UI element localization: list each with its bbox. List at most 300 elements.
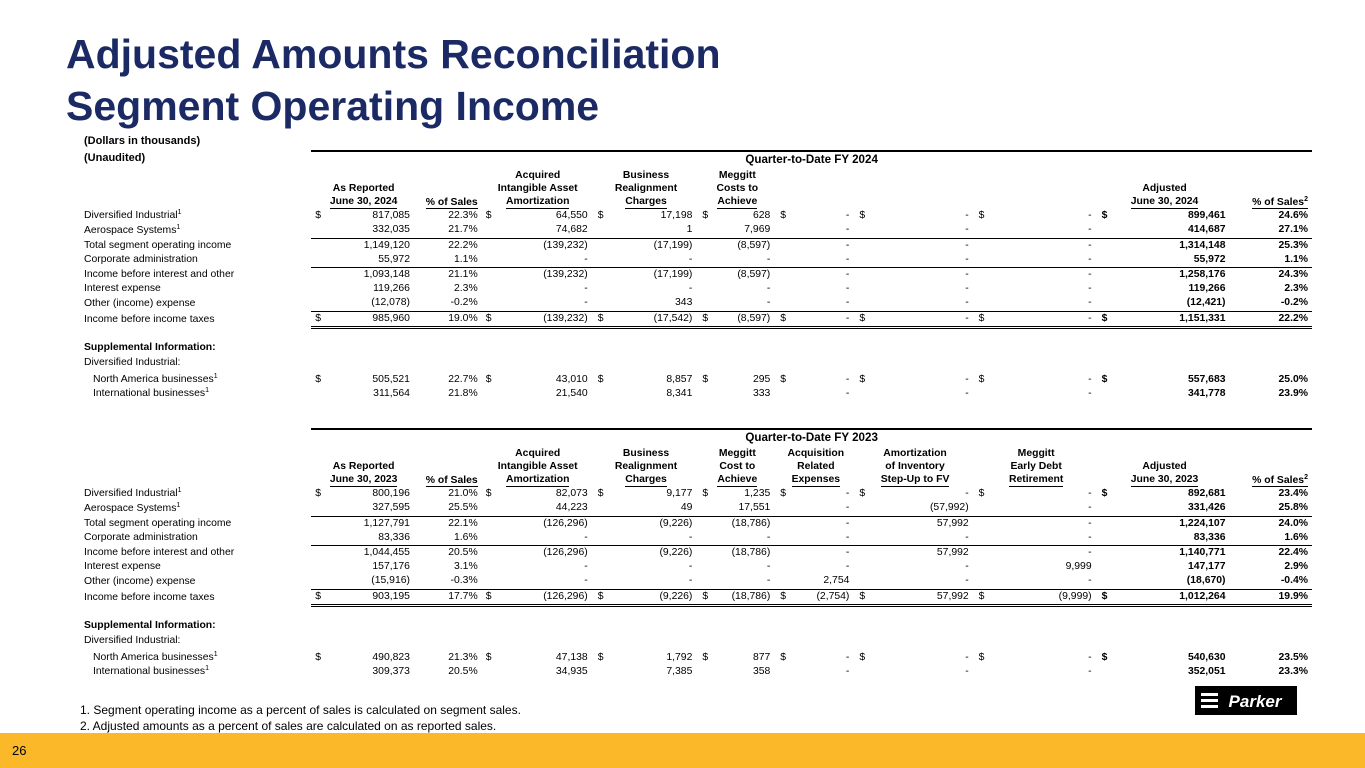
currency-sign: $ <box>780 488 787 500</box>
value-cell: (17,542) <box>618 311 698 327</box>
value-cell: (12,421) <box>1122 296 1232 311</box>
header-acquisition-line: Expenses <box>792 473 841 487</box>
currency-sign <box>698 560 722 574</box>
header-as-reported-label: As Reported <box>332 460 395 472</box>
value-cell: 358 <box>752 665 771 677</box>
value-cell: - <box>801 253 856 268</box>
value-cell: - <box>965 651 969 663</box>
currency-sign: $ <box>1098 311 1122 327</box>
currency-sign <box>975 546 999 561</box>
percent-cell: 25.0% <box>1278 373 1308 385</box>
currency-sign <box>698 238 722 253</box>
header-adjusted-label: Adjusted <box>1142 460 1187 472</box>
header-amortization-line: Step-Up to FV <box>881 473 950 487</box>
value-cell: (18,786) <box>723 589 777 605</box>
value-cell: 43,010 <box>555 373 588 385</box>
currency-sign <box>311 268 335 283</box>
currency-sign <box>594 531 618 546</box>
header-business-line: Charges <box>625 195 667 209</box>
value-cell: - <box>845 373 850 385</box>
value-cell: (18,670) <box>1122 574 1232 589</box>
value-cell: 414,687 <box>1122 223 1232 238</box>
header-as-reported-date: June 30, 2024 <box>330 195 398 209</box>
currency-sign <box>594 501 618 516</box>
value-cell: - <box>999 296 1098 311</box>
value-cell: 57,992 <box>880 589 975 605</box>
currency-sign <box>975 531 999 546</box>
currency-sign <box>855 665 879 679</box>
currency-sign <box>698 223 722 238</box>
currency-sign: $ <box>1101 651 1108 663</box>
currency-sign <box>975 387 999 401</box>
currency-sign <box>776 296 800 311</box>
currency-sign <box>594 387 618 401</box>
spacer-row <box>80 605 1312 619</box>
currency-sign <box>776 531 800 546</box>
row-label-text: Interest expense <box>84 283 161 295</box>
value-cell: 1,044,455 <box>363 547 410 559</box>
table-row <box>80 531 1312 546</box>
value-cell: - <box>801 223 856 238</box>
header-acquired <box>482 167 594 209</box>
percent-cell: 21.8% <box>448 387 478 399</box>
currency-sign <box>776 574 800 589</box>
currency-sign <box>1098 560 1122 574</box>
value-cell: (8,597) <box>737 269 771 281</box>
header-business-line: Business <box>622 169 670 181</box>
header-business-line: Charges <box>625 473 667 487</box>
percent-cell: 23.5% <box>1278 651 1308 663</box>
value-cell: (12,078) <box>336 296 416 311</box>
header-pct-sales-adj-wrap <box>1252 475 1308 487</box>
currency-sign: $ <box>978 210 985 222</box>
currency-sign <box>594 516 618 531</box>
currency-sign <box>594 296 618 311</box>
currency-sign: $ <box>855 589 879 605</box>
currency-sign <box>855 387 879 401</box>
currency-sign <box>776 253 800 268</box>
currency-sign <box>1098 296 1122 311</box>
value-cell: - <box>766 561 771 573</box>
table-row <box>80 487 1312 501</box>
header-adjusted-label: Adjusted <box>1142 182 1187 194</box>
value-cell: - <box>1088 210 1092 222</box>
currency-sign: $ <box>597 488 604 500</box>
row-label <box>80 665 311 679</box>
value-cell: 490,823 <box>372 651 410 663</box>
currency-sign: $ <box>315 373 322 385</box>
value-cell: (2,754) <box>801 589 856 605</box>
currency-sign: $ <box>311 589 335 605</box>
percent-cell: 1.6% <box>1232 531 1313 546</box>
value-cell: - <box>506 574 594 589</box>
value-cell: 21,540 <box>555 387 588 399</box>
value-cell: (139,232) <box>543 269 588 281</box>
value-cell: (17,199) <box>653 269 693 281</box>
currency-sign <box>311 238 335 253</box>
value-cell: - <box>999 223 1098 238</box>
currency-sign <box>311 574 335 589</box>
row-label-text: Aerospace Systems <box>84 502 177 514</box>
row-label <box>80 560 311 574</box>
table-row <box>80 648 1312 665</box>
supplemental-title-row <box>80 619 1312 633</box>
header-debt-line: Early Debt <box>1010 460 1062 472</box>
percent-cell: 2.3% <box>454 283 478 295</box>
currency-sign: $ <box>859 651 866 663</box>
value-cell: - <box>1088 269 1092 281</box>
header-amortization-line: Amortization <box>883 447 947 459</box>
currency-sign: $ <box>485 488 492 500</box>
value-cell: - <box>1088 651 1092 663</box>
currency-sign: $ <box>698 589 722 605</box>
currency-sign: $ <box>859 210 866 222</box>
currency-sign: $ <box>482 589 506 605</box>
value-cell: - <box>845 387 850 399</box>
header-business <box>594 167 699 209</box>
currency-sign <box>855 268 879 283</box>
value-cell: - <box>880 296 975 311</box>
value-cell: - <box>1088 387 1092 399</box>
value-cell: 341,778 <box>1187 387 1226 399</box>
value-cell: 309,373 <box>372 665 410 677</box>
currency-sign <box>482 574 506 589</box>
value-cell: (18,786) <box>731 547 771 559</box>
value-cell: 505,521 <box>372 373 410 385</box>
header-adjusted <box>1098 167 1232 209</box>
value-cell: (15,916) <box>336 574 416 589</box>
title-line-2: Segment Operating Income <box>66 83 600 129</box>
value-cell: - <box>965 239 969 251</box>
percent-cell: -0.3% <box>416 574 482 589</box>
value-cell: (8,597) <box>737 239 771 251</box>
percent-cell: 21.0% <box>448 488 478 500</box>
header-acquired <box>482 445 594 487</box>
header-acquired-line: Acquired <box>515 447 561 459</box>
value-cell: - <box>965 283 969 295</box>
table-row <box>80 546 1312 561</box>
value-cell: 332,035 <box>336 223 416 238</box>
row-label-sup: 1 <box>205 664 209 672</box>
header-debt-line: Meggitt <box>1017 447 1055 459</box>
currency-sign <box>594 223 618 238</box>
percent-cell: 1.1% <box>416 253 482 268</box>
currency-sign <box>698 574 722 589</box>
value-cell: - <box>880 574 975 589</box>
value-cell: 83,336 <box>336 531 416 546</box>
header-acquired-line: Amortization <box>506 195 570 209</box>
value-cell: - <box>845 210 850 222</box>
percent-cell: 24.3% <box>1278 269 1308 281</box>
currency-sign <box>1098 546 1122 561</box>
value-cell: 343 <box>618 296 698 311</box>
currency-sign <box>855 296 879 311</box>
header-pct-sales-label: % of Sales <box>425 475 478 486</box>
value-cell: (9,226) <box>659 547 693 559</box>
currency-sign: $ <box>780 651 787 663</box>
header-acquired-line: Intangible Asset <box>497 460 578 472</box>
percent-cell: 1.1% <box>1232 253 1313 268</box>
currency-sign <box>855 560 879 574</box>
header-meggitt-line: Cost to <box>719 460 756 472</box>
row-label-text: International businesses <box>93 387 206 399</box>
row-label-text: Diversified Industrial <box>84 488 178 500</box>
table-row <box>80 253 1312 268</box>
header-adjusted <box>1098 445 1232 487</box>
row-label <box>80 531 311 546</box>
table-fy2023 <box>80 428 1312 679</box>
currency-sign <box>482 387 506 401</box>
row-label-text: Income before income taxes <box>84 592 215 604</box>
section-spacer <box>80 151 311 167</box>
value-cell: - <box>1088 283 1092 295</box>
column-header-row <box>80 167 1312 209</box>
header-meggitt-line: Costs to <box>716 182 759 194</box>
percent-cell: 22.2% <box>448 239 478 251</box>
currency-sign <box>975 516 999 531</box>
value-cell: - <box>965 387 969 399</box>
currency-sign: $ <box>978 373 985 385</box>
currency-sign <box>776 501 800 516</box>
currency-sign <box>855 546 879 561</box>
section-title-row <box>80 151 1312 167</box>
percent-cell: 21.3% <box>448 651 478 663</box>
currency-sign <box>1098 501 1122 516</box>
currency-sign <box>1098 665 1122 679</box>
currency-sign <box>776 238 800 253</box>
header-pct-sales <box>416 167 482 209</box>
header-amortization <box>855 445 974 487</box>
row-label <box>80 268 311 283</box>
value-cell: - <box>845 547 850 559</box>
currency-sign <box>311 546 335 561</box>
value-cell: 1,127,791 <box>363 517 410 529</box>
header-pct-sales-adj-sup: 2 <box>1304 196 1308 203</box>
currency-sign: $ <box>485 210 492 222</box>
percent-cell: -0.2% <box>416 296 482 311</box>
value-cell: (126,296) <box>543 547 588 559</box>
column-header-row <box>80 445 1312 487</box>
currency-sign <box>975 268 999 283</box>
currency-sign: $ <box>702 210 709 222</box>
value-cell: - <box>965 269 969 281</box>
percent-cell: 23.9% <box>1278 387 1308 399</box>
currency-sign: $ <box>594 589 618 605</box>
header-acquired-line: Amortization <box>506 473 570 487</box>
value-cell: - <box>1088 488 1092 500</box>
table-row <box>80 574 1312 589</box>
title-line-1: Adjusted Amounts Reconciliation <box>66 31 721 77</box>
row-label-text: Other (income) expense <box>84 297 196 309</box>
row-label <box>80 589 311 605</box>
currency-sign <box>776 560 800 574</box>
value-cell: - <box>506 253 594 268</box>
value-cell: - <box>845 651 850 663</box>
header-business-line: Realignment <box>614 460 678 472</box>
currency-sign <box>975 501 999 516</box>
currency-sign <box>1098 574 1122 589</box>
currency-sign <box>1098 516 1122 531</box>
value-cell: (57,992) <box>880 501 975 516</box>
currency-sign <box>698 516 722 531</box>
currency-sign: $ <box>975 311 999 327</box>
value-cell: - <box>845 665 850 677</box>
currency-sign <box>311 387 335 401</box>
value-cell: (18,786) <box>731 517 771 529</box>
table-row <box>80 282 1312 296</box>
footer-bar <box>0 733 1365 768</box>
header-pct-sales-adj-sup: 2 <box>1304 474 1308 481</box>
row-label <box>80 487 311 501</box>
currency-sign <box>975 253 999 268</box>
percent-cell: 20.5% <box>448 665 478 677</box>
currency-sign <box>594 253 618 268</box>
header-adjusted-date: June 30, 2023 <box>1131 473 1199 487</box>
header-amortization-line: of Inventory <box>885 460 945 472</box>
value-cell: 877 <box>752 651 771 663</box>
row-label-text: Interest expense <box>84 561 161 573</box>
row-label-sup: 1 <box>177 209 182 217</box>
percent-cell: 3.1% <box>454 561 478 573</box>
value-cell: - <box>723 296 777 311</box>
value-cell: - <box>845 517 850 529</box>
value-cell: - <box>845 283 850 295</box>
currency-sign <box>698 387 722 401</box>
value-cell: 8,857 <box>666 373 693 385</box>
value-cell: (139,232) <box>506 311 594 327</box>
currency-sign <box>594 268 618 283</box>
table-fy2024 <box>80 150 1312 401</box>
value-cell: - <box>845 269 850 281</box>
value-cell: - <box>584 283 588 295</box>
currency-sign <box>975 574 999 589</box>
currency-sign: $ <box>485 651 492 663</box>
value-cell: 9,999 <box>1065 561 1092 573</box>
currency-sign: $ <box>1098 589 1122 605</box>
value-cell: 1,224,107 <box>1179 517 1226 529</box>
row-label <box>80 546 311 561</box>
row-label-sup: 1 <box>177 487 182 495</box>
value-cell: 1,792 <box>666 651 693 663</box>
row-label <box>80 282 311 296</box>
currency-sign: $ <box>702 651 709 663</box>
currency-sign <box>855 501 879 516</box>
percent-cell: 27.1% <box>1232 223 1313 238</box>
currency-sign <box>482 282 506 296</box>
value-cell: - <box>506 531 594 546</box>
currency-sign <box>311 560 335 574</box>
currency-sign <box>594 560 618 574</box>
footnote-2: 2. Adjusted amounts as a percent of sales are calculated on as reported sales. <box>80 719 497 733</box>
value-cell: - <box>1088 547 1092 559</box>
page-number: 26 <box>12 743 27 758</box>
value-cell: (8,597) <box>723 311 777 327</box>
currency-sign <box>776 282 800 296</box>
currency-sign <box>1098 268 1122 283</box>
parker-logo <box>1195 686 1297 715</box>
currency-sign <box>855 223 879 238</box>
percent-cell: 23.3% <box>1278 665 1308 677</box>
percent-cell: -0.4% <box>1232 574 1313 589</box>
section-title: Quarter-to-Date FY 2024 <box>311 151 1312 167</box>
value-cell: - <box>618 574 698 589</box>
value-cell: (9,999) <box>999 589 1098 605</box>
currency-sign: $ <box>315 210 322 222</box>
header-acquisition-line: Related <box>797 460 835 472</box>
value-cell: - <box>999 311 1098 327</box>
value-cell: 800,196 <box>372 488 410 500</box>
currency-sign <box>594 546 618 561</box>
currency-sign <box>482 238 506 253</box>
value-cell: - <box>688 283 693 295</box>
value-cell: 17,198 <box>660 210 693 222</box>
value-cell: 55,972 <box>1122 253 1232 268</box>
percent-cell: 22.4% <box>1278 547 1308 559</box>
header-debt-line: Retirement <box>1009 473 1063 487</box>
currency-sign <box>1098 531 1122 546</box>
value-cell: 985,960 <box>336 311 416 327</box>
percent-cell: 19.9% <box>1232 589 1313 605</box>
percent-cell: 21.1% <box>448 269 478 281</box>
row-label <box>80 223 311 238</box>
currency-sign <box>698 296 722 311</box>
value-cell: 1,151,331 <box>1122 311 1232 327</box>
currency-sign <box>776 268 800 283</box>
currency-sign: $ <box>978 651 985 663</box>
value-cell: - <box>965 665 969 677</box>
currency-sign <box>594 282 618 296</box>
value-cell: 557,683 <box>1187 373 1226 385</box>
header-meggitt <box>698 445 776 487</box>
row-label-text: Corporate administration <box>84 254 198 266</box>
row-label-text: Aerospace Systems <box>84 224 177 236</box>
value-cell: 540,630 <box>1187 651 1226 663</box>
row-label <box>80 574 311 589</box>
currency-sign: $ <box>315 651 322 663</box>
currency-sign <box>975 238 999 253</box>
header-business <box>594 445 699 487</box>
value-cell: 9,177 <box>666 488 693 500</box>
table-row <box>80 516 1312 531</box>
currency-sign <box>776 546 800 561</box>
value-cell: 44,223 <box>506 501 594 516</box>
currency-sign <box>1098 387 1122 401</box>
value-cell: 7,969 <box>723 223 777 238</box>
supplemental-subtitle: Diversified Industrial: <box>84 634 181 646</box>
footnote-1: 1. Segment operating income as a percent of sales is calculated on segment sales. <box>80 703 521 717</box>
value-cell: - <box>880 223 975 238</box>
currency-sign <box>855 574 879 589</box>
header-blank <box>80 167 311 209</box>
currency-sign <box>975 560 999 574</box>
table-row <box>80 560 1312 574</box>
value-cell: - <box>880 531 975 546</box>
value-cell: 47,138 <box>555 651 588 663</box>
value-cell: - <box>999 531 1098 546</box>
section-title-row <box>80 429 1312 445</box>
value-cell: - <box>618 531 698 546</box>
spacer-cell <box>80 605 1312 619</box>
value-cell: - <box>1088 239 1092 251</box>
currency-sign: $ <box>311 311 335 327</box>
currency-sign <box>311 282 335 296</box>
header-pct-sales-adj-label: % of Sales <box>1252 475 1305 486</box>
currency-sign <box>855 282 879 296</box>
percent-cell: 24.6% <box>1278 210 1308 222</box>
percent-cell: 1.6% <box>416 531 482 546</box>
header-meggitt-line: Meggitt <box>718 447 756 459</box>
percent-cell: 25.3% <box>1278 239 1308 251</box>
